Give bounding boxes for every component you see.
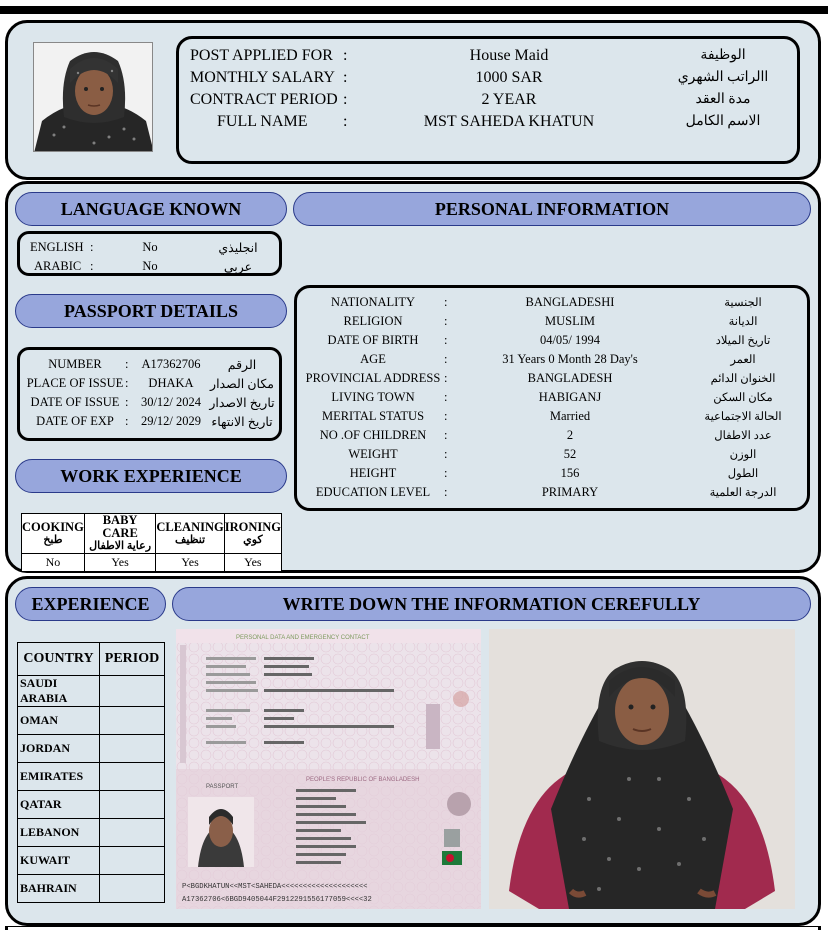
work-column-ar: تنظيف — [174, 533, 206, 546]
scan-country: PEOPLE'S REPUBLIC OF BANGLADESH — [306, 777, 420, 783]
personal-colon: : — [444, 352, 448, 366]
experience-country: QATAR — [18, 791, 100, 819]
experience-row — [18, 735, 165, 763]
language-label: ARABIC — [34, 259, 82, 273]
scan-doc-label: PASSPORT — [206, 784, 239, 790]
personal-colon: : — [444, 409, 448, 423]
header-row-value: MST SAHEDA KHATUN — [423, 113, 595, 130]
language-label: ENGLISH — [30, 240, 84, 254]
work-column-en: CLEANING — [156, 519, 224, 534]
candidate-photo-small — [33, 42, 153, 152]
language-known-title: LANGUAGE KNOWN — [15, 192, 287, 226]
personal-label: LIVING TOWN — [331, 390, 415, 404]
personal-value: BANGLADESHI — [525, 295, 615, 309]
passport-details-title: PASSPORT DETAILS — [15, 294, 287, 328]
experience-period — [100, 847, 165, 875]
experience-period — [100, 875, 165, 903]
experience-row — [18, 707, 165, 735]
language-colon: : — [90, 259, 94, 273]
header-row-arabic: مدة العقد — [695, 92, 751, 107]
passport-label: DATE OF ISSUE — [30, 395, 120, 409]
experience-period — [100, 707, 165, 735]
passport-label: DATE OF EXP — [36, 414, 114, 428]
personal-row — [297, 466, 807, 485]
personal-value: 156 — [560, 466, 580, 480]
header-row-value: House Maid — [469, 47, 549, 64]
personal-row — [297, 485, 807, 504]
header-row — [179, 91, 797, 113]
experience-row — [18, 676, 165, 707]
experience-period — [100, 763, 165, 791]
header-row-arabic: االراتب الشهري — [677, 70, 769, 85]
language-arabic: عربي — [223, 260, 253, 274]
passport-row — [20, 357, 279, 376]
passport-arabic: مكان الصدار — [210, 377, 274, 391]
personal-arabic: الوزن — [729, 449, 757, 461]
experience-country: SAUDI ARABIA — [18, 676, 100, 707]
passport-scan-graphic — [176, 629, 481, 909]
header-row — [179, 47, 797, 69]
candidate-photo-full — [489, 629, 795, 909]
language-colon: : — [90, 240, 94, 254]
header-row-arabic: الوظيفة — [700, 48, 746, 63]
experience-country: EMIRATES — [18, 763, 100, 791]
work-column-header — [224, 514, 281, 554]
write-down-banner: WRITE DOWN THE INFORMATION CEREFULLY — [172, 587, 811, 621]
work-column-header — [22, 514, 85, 554]
period-header: PERIOD — [100, 643, 165, 676]
experience-row — [18, 763, 165, 791]
experience-row — [18, 819, 165, 847]
personal-arabic: الطول — [727, 468, 759, 480]
passport-value: DHAKA — [148, 376, 194, 390]
work-column-value: No — [22, 554, 85, 572]
experience-country: OMAN — [18, 707, 100, 735]
header-row-value: 2 YEAR — [481, 91, 537, 108]
experience-country: JORDAN — [18, 735, 100, 763]
header-row-colon: : — [343, 69, 348, 86]
top-rule — [0, 6, 828, 14]
passport-label: PLACE OF ISSUE — [26, 376, 124, 390]
experience-country: LEBANON — [18, 819, 100, 847]
language-row — [20, 259, 279, 278]
personal-label: WEIGHT — [348, 447, 398, 461]
work-column-en: IRONING — [224, 519, 281, 534]
work-experience-table-wrap — [21, 513, 283, 572]
personal-label: HEIGHT — [349, 466, 397, 480]
personal-colon: : — [444, 371, 448, 385]
personal-colon: : — [444, 314, 448, 328]
passport-colon: : — [125, 414, 129, 428]
personal-colon: : — [444, 295, 448, 309]
header-row — [179, 113, 797, 135]
personal-value: PRIMARY — [541, 485, 599, 499]
scan-mrz-line-1: P<BGDKHATUN<<MST<SAHEDA<<<<<<<<<<<<<<<<<<<< — [182, 883, 368, 891]
personal-row — [297, 333, 807, 352]
personal-row — [297, 390, 807, 409]
header-row-colon: : — [343, 47, 348, 64]
header-row-arabic: الاسم الكامل — [685, 114, 761, 129]
country-header: COUNTRY — [18, 643, 100, 676]
experience-period — [100, 819, 165, 847]
work-experience-table — [21, 513, 282, 572]
work-column-en: COOKING — [22, 519, 84, 534]
personal-row — [297, 352, 807, 371]
language-value: No — [142, 259, 158, 273]
personal-label: MERITAL STATUS — [321, 409, 425, 423]
scan-page-title: PERSONAL DATA AND EMERGENCY CONTACT — [236, 635, 370, 641]
experience-title: EXPERIENCE — [15, 587, 166, 621]
language-row — [20, 240, 279, 259]
personal-arabic: مكان السكن — [713, 392, 773, 404]
personal-arabic: الدرجة العلمية — [709, 487, 777, 499]
passport-scan-image — [176, 629, 481, 909]
personal-colon: : — [444, 428, 448, 442]
passport-arabic: تاريخ الاصدار — [209, 396, 275, 410]
header-row-value: 1000 SAR — [475, 69, 543, 86]
experience-row — [18, 875, 165, 903]
personal-arabic: تاريخ الميلاد — [715, 335, 771, 347]
experience-row — [18, 847, 165, 875]
passport-row — [20, 376, 279, 395]
passport-colon: : — [125, 376, 129, 390]
personal-value: Married — [549, 409, 591, 423]
experience-country: BAHRAIN — [18, 875, 100, 903]
work-column-ar: كوي — [243, 533, 263, 546]
personal-arabic: الخنوان الدائم — [710, 373, 776, 385]
passport-value: 29/12/ 2029 — [140, 414, 202, 428]
passport-label: NUMBER — [48, 357, 102, 371]
language-value: No — [142, 240, 158, 254]
personal-colon: : — [444, 485, 448, 499]
personal-label: PROVINCIAL ADDRESS — [305, 371, 441, 385]
personal-arabic: عدد الاطفال — [714, 430, 772, 442]
personal-colon: : — [444, 333, 448, 347]
personal-value: HABIGANJ — [538, 390, 602, 404]
personal-colon: : — [444, 466, 448, 480]
personal-label: NO .OF CHILDREN — [319, 428, 427, 442]
header-row-colon: : — [343, 113, 348, 130]
work-column-en: BABY CARE — [102, 513, 138, 540]
work-column-header — [84, 514, 156, 554]
experience-period — [100, 735, 165, 763]
experience-period — [100, 791, 165, 819]
personal-row — [297, 409, 807, 428]
header-row-label: MONTHLY SALARY — [190, 69, 335, 86]
header-row-colon: : — [343, 91, 348, 108]
language-arabic: انجليذي — [218, 241, 258, 255]
personal-row — [297, 314, 807, 333]
passport-row — [20, 414, 279, 433]
personal-value: 52 — [563, 447, 577, 461]
personal-row — [297, 447, 807, 466]
work-column-ar: طبخ — [43, 533, 63, 546]
candidate-photo-full-graphic — [489, 629, 795, 909]
work-column-ar: رعاية الاطفال — [89, 540, 152, 552]
work-column-value: Yes — [84, 554, 156, 572]
work-experience-title: WORK EXPERIENCE — [15, 459, 287, 493]
personal-label: DATE OF BIRTH — [327, 333, 419, 347]
personal-row — [297, 295, 807, 314]
personal-value: BANGLADESH — [527, 371, 613, 385]
personal-information-title: PERSONAL INFORMATION — [293, 192, 811, 226]
experience-table — [17, 642, 165, 903]
work-column-value: Yes — [156, 554, 224, 572]
personal-colon: : — [444, 390, 448, 404]
personal-arabic: الديانة — [728, 316, 758, 328]
passport-value: 30/12/ 2024 — [140, 395, 202, 409]
passport-colon: : — [125, 395, 129, 409]
work-column-value: Yes — [224, 554, 281, 572]
personal-label: EDUCATION LEVEL — [315, 485, 431, 499]
header-row-label: CONTRACT PERIOD — [190, 91, 338, 108]
passport-row — [20, 395, 279, 414]
personal-value: 2 — [566, 428, 574, 442]
experience-table-wrap — [17, 642, 165, 903]
passport-panel — [17, 347, 282, 441]
experience-row — [18, 791, 165, 819]
personal-arabic: الحالة الاجتماعية — [704, 411, 782, 423]
header-info-panel — [176, 36, 800, 164]
header-row-label: FULL NAME — [217, 113, 308, 130]
language-panel — [17, 231, 282, 276]
header-row-label: POST APPLIED FOR — [190, 47, 333, 64]
personal-colon: : — [444, 447, 448, 461]
personal-row — [297, 371, 807, 390]
personal-value: 04/05/ 1994 — [539, 333, 601, 347]
personal-arabic: العمر — [730, 354, 756, 366]
personal-label: NATIONALITY — [330, 295, 416, 309]
personal-value: MUSLIM — [544, 314, 596, 328]
personal-label: AGE — [360, 352, 386, 366]
passport-value: A17362706 — [141, 357, 201, 371]
experience-period — [100, 676, 165, 707]
bottom-edge — [5, 926, 821, 930]
personal-value: 31 Years 0 Month 28 Day's — [502, 352, 638, 366]
header-row — [179, 69, 797, 91]
passport-arabic: الرقم — [227, 358, 257, 372]
personal-row — [297, 428, 807, 447]
personal-arabic: الجنسية — [724, 297, 762, 309]
experience-country: KUWAIT — [18, 847, 100, 875]
personal-panel — [294, 285, 810, 511]
personal-label: RELIGION — [343, 314, 403, 328]
scan-mrz-line-2: A17362706<6BGD9405044F2912291556177059<<<<32 — [182, 896, 372, 904]
work-column-header — [156, 514, 224, 554]
passport-colon: : — [125, 357, 129, 371]
passport-arabic: تاريخ الانتهاء — [211, 415, 273, 429]
